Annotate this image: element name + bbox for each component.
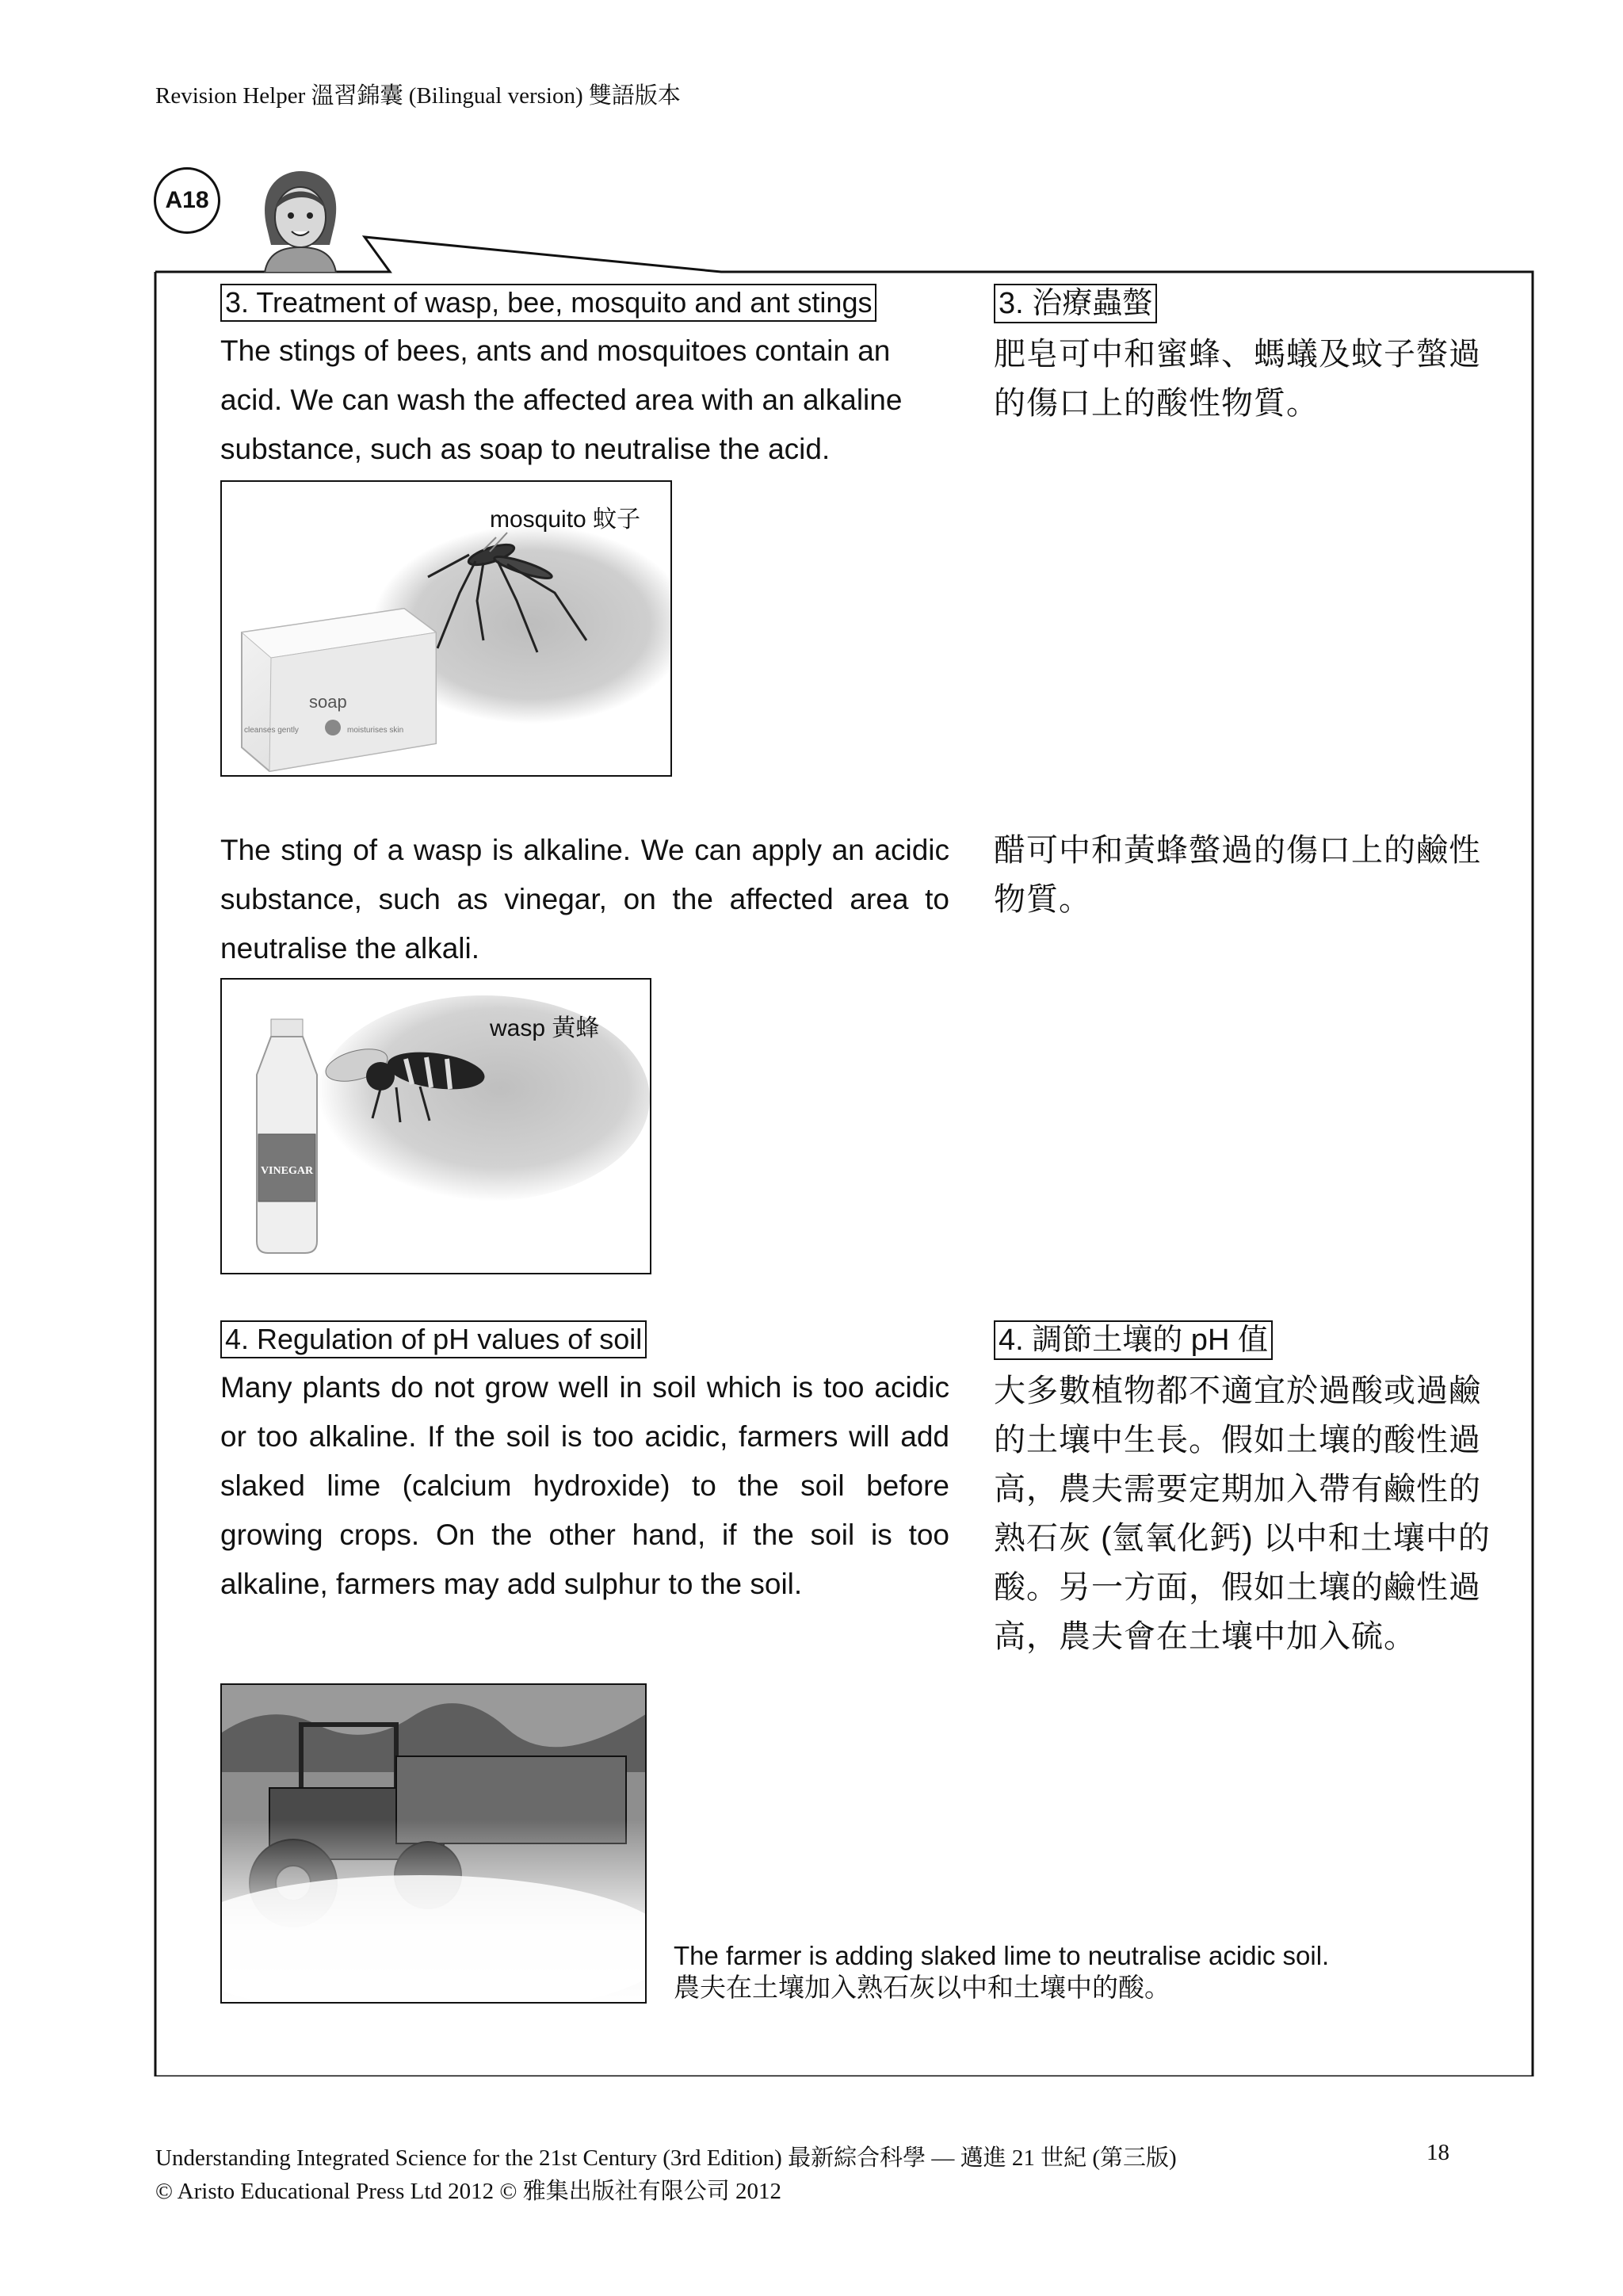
wasp-zh-text: 醋可中和黃蜂螫過的傷口上的鹼性物質。 [994,833,1481,917]
section4-en-heading: 4. Regulation of pH values of soil [220,1320,647,1358]
section4-zh-heading: 4. 調節土壤的 pH 值 [994,1320,1273,1360]
soap-icon [242,609,436,771]
page-number: 18 [1426,2140,1449,2165]
section3-zh-text: 肥皂可中和蜜蜂、螞蟻及蚊子螫過的傷口上的酸性物質。 [994,337,1481,421]
tractor-caption [674,1940,1514,2004]
tractor-lime-illustration [222,1685,647,2004]
footer-book-title: Understanding Integrated Science for the 21st Century (3rd Edition) 最新綜合科學 — 邁進 21 世紀 (第三版) [155,2145,1177,2171]
svg-text:soap: soap [309,692,347,712]
svg-text:VINEGAR: VINEGAR [260,1165,314,1177]
mosquito-label: mosquito 蚊子 [490,506,641,533]
section-badge: A18 [154,167,220,234]
teacher-avatar-icon [250,170,350,273]
wasp-vinegar-image [220,978,651,1274]
running-header: Revision Helper 溫習錦囊 (Bilingual version) 雙語版本 [155,83,681,109]
section3-en-text: The stings of bees, ants and mosquitoes contain an acid. We can wash the affected area with an alkaline substance, such as soap to neutralise the acid. [220,334,903,465]
section4-chinese [994,1320,1501,1661]
wasp-en-text: The sting of a wasp is alkaline. We can apply an acidic substance, such as vinegar, on the affected area to neutralise the alkali. [220,834,949,965]
svg-text:moisturises skin: moisturises skin [347,726,404,735]
section3-english [220,284,949,474]
footer-copyright: © Aristo Educational Press Ltd 2012 © 雅集出版社有限公司 2012 [155,2179,781,2204]
caption-en: The farmer is adding slaked lime to neutralise acidic soil. [674,1941,1330,1970]
section4-english [220,1320,949,1609]
section3-zh-heading: 3. 治療蟲螫 [994,284,1157,323]
mosquito-soap-image [220,480,672,777]
wasp-label: wasp 黃蜂 [490,1015,600,1041]
section4-en-text: Many plants do not grow well in soil which is too acidic or too alkaline. If the soil is too acidic, farmers will add slaked lime (calcium hydroxide) to the soil before growing crops. On the other hand, if the soil is too alkaline, farmers may add sulphur to the soil. [220,1371,949,1600]
section3-chinese [994,284,1501,428]
tractor-lime-image [220,1683,647,2004]
caption-zh: 農夫在土壤加入熟石灰以中和土壤中的酸。 [674,1973,1170,2002]
svg-text:cleanses gently: cleanses gently [244,726,299,735]
section4-zh-text: 大多數植物都不適宜於過酸或過鹼的土壤中生長。假如土壤的酸性過高，農夫需要定期加入帶有鹼性的熟石灰 (氫氧化鈣) 以中和土壤中的酸。另一方面，假如土壤的鹼性過高，農夫會在土壤中加入硫。 [994,1373,1491,1654]
vinegar-bottle-icon [257,1019,317,1253]
section3-en-heading: 3. Treatment of wasp, bee, mosquito and ant stings [220,284,876,322]
